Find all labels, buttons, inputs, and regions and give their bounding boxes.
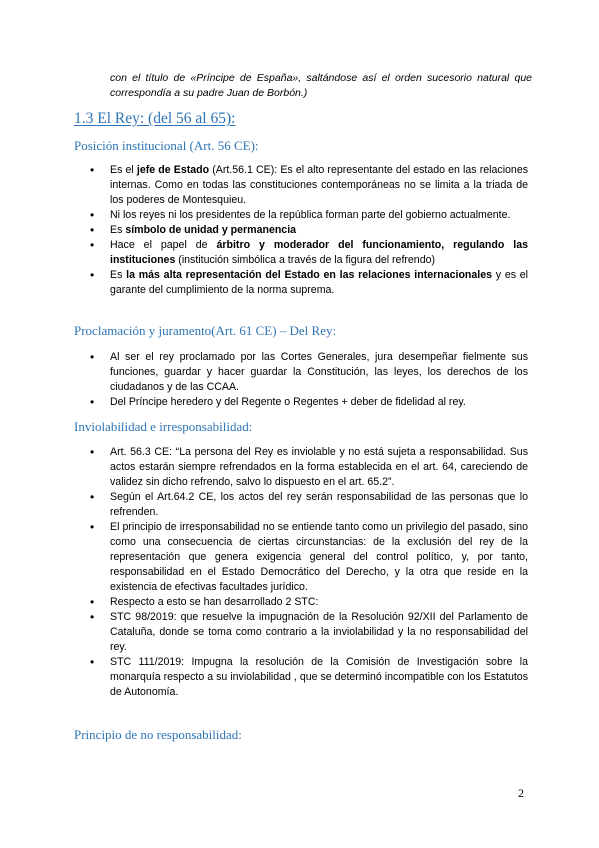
list-item: [90, 223, 528, 238]
list-item: [90, 268, 528, 298]
bold-text: símbolo de unidad y permanencia: [125, 224, 297, 236]
bold-text: la más alta representación del Estado en las relaciones internacionales: [126, 269, 493, 281]
text: Al ser el rey proclamado por las Cortes Generales, jura desempeñar fielmente sus funciones, guardar y hacer guardar la Constitución, las leyes, los derechos de los ciudadanos y de las CCAA.: [110, 351, 528, 393]
heading-posicion-institucional: Posición institucional (Art. 56 CE):: [74, 138, 259, 153]
list-item: [90, 395, 528, 410]
text: (Art.56.1 CE): Es el alto representante del estado en las relaciones internas. Como en todas las constituciones contemporáneas no se limita a la triada de los poderes de Montesquieu.: [110, 164, 529, 206]
text: y es el garante del cumplimiento de la norma suprema.: [110, 269, 529, 296]
list-inviolabilidad: [90, 445, 528, 700]
list-item: [90, 445, 528, 490]
list-item: [90, 655, 528, 700]
list-posicion-institucional: [90, 163, 528, 298]
list-item: [90, 350, 528, 395]
bold-text: árbitro y moderador del funcionamiento, regulando las instituciones: [110, 239, 528, 266]
text: Art. 56.3 CE: “La persona del Rey es inviolable y no está sujeta a responsabilidad. Sus actos estarán siempre refrendados en la forma establecida en el art. 64, careciendo de validez sin dicho refrendo, salvo lo dispuesto en el art. 65.2”.: [110, 446, 528, 488]
text: (institución simbólica a través de la figura del refrendo): [175, 254, 436, 266]
heading-proclamacion: Proclamación y juramento(Art. 61 CE) – Del Rey:: [74, 323, 337, 338]
list-item: [90, 610, 528, 655]
text: Según el Art.64.2 CE, los actos del rey serán responsabilidad de las personas que lo refrenden.: [110, 491, 528, 518]
text: Del Príncipe heredero y del Regente o Regentes + deber de fidelidad al rey.: [110, 396, 466, 408]
text: El principio de irresponsabilidad no se entiende tanto como un privilegio del pasado, sino como una consecuencia de ciertas circunstancias: de la exclusión del rey de la representación que genera exigencia general del control político, y, por tanto, responsabilidad en el Estado Democrático del Derecho, y la otra que reside en la existencia de efectivas facultades jurídico.: [110, 521, 528, 593]
bold-text: jefe de Estado: [136, 164, 210, 176]
list-item: [90, 520, 528, 595]
list-item: [90, 238, 528, 268]
heading-inviolabilidad: Inviolabilidad e irresponsabilidad:: [74, 419, 253, 434]
intro-paragraph: con el título de «Príncipe de España», saltándose así el orden sucesorio natural que correspondía a su padre Juan de Borbón.): [110, 72, 532, 99]
text: Ni los reyes ni los presidentes de la república forman parte del gobierno actualmente.: [110, 209, 511, 221]
list-proclamacion: [90, 350, 528, 410]
text: STC 98/2019: que resuelve la impugnación de la Resolución 92/XII del Parlamento de Cataluña, donde se toma como contrario a la inviolabilidad y la no responsabilidad del rey.: [110, 611, 528, 653]
text: Hace el papel de: [110, 239, 217, 251]
page-number: 2: [518, 786, 524, 800]
list-item: [90, 163, 528, 208]
text: Es: [110, 269, 127, 281]
text: Respecto a esto se han desarrollado 2 STC:: [110, 596, 319, 608]
list-item: [90, 490, 528, 520]
list-item: [90, 208, 528, 223]
list-item: [90, 595, 528, 610]
heading-no-responsabilidad: Principio de no responsabilidad:: [74, 727, 242, 742]
text: Es el: [110, 164, 137, 176]
section-title: 1.3 El Rey: (del 56 al 65):: [74, 110, 236, 127]
text: Es: [110, 224, 126, 236]
text: STC 111/2019: Impugna la resolución de la Comisión de Investigación sobre la monarquía respecto a su inviolabilidad , que se determinó incompatible con los Estatutos de Autonomía.: [110, 656, 528, 698]
